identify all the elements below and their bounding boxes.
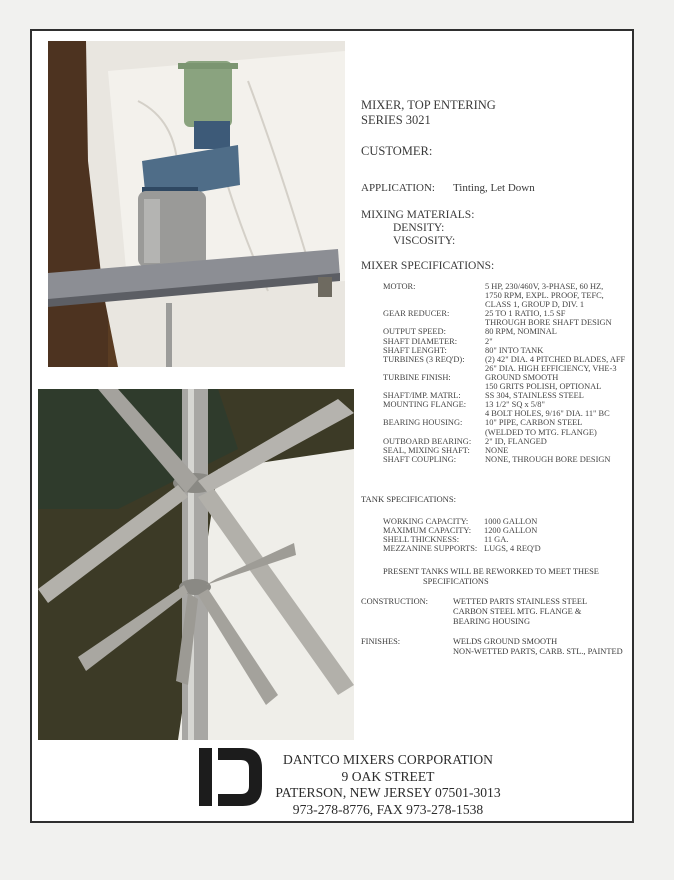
mixer-photo [48, 41, 345, 367]
spec-row [383, 355, 625, 364]
spec-row [383, 309, 625, 318]
spec-label: SEAL, MIXING SHAFT: [383, 445, 470, 455]
company-block [272, 752, 504, 818]
spec-row [383, 455, 625, 464]
spec-row [383, 391, 625, 400]
construction-label: CONSTRUCTION: [361, 597, 429, 606]
spec-label: SHAFT LENGHT: [383, 345, 447, 355]
finishes-line: NON-WETTED PARTS, CARB. STL., PAINTED [453, 647, 623, 656]
spec-label: TURBINES (3 REQ'D): [383, 354, 465, 364]
spec-label: SHAFT DIAMETER: [383, 336, 458, 346]
spec-value: 11 GA. [484, 535, 509, 545]
spec-row [383, 327, 625, 336]
company-street: 9 OAK STREET [341, 768, 435, 784]
spec-value: 80" INTO TANK [485, 345, 544, 355]
spec-value: 5 HP, 230/460V, 3-PHASE, 60 HZ, [485, 282, 604, 291]
construction-line: WETTED PARTS STAINLESS STEEL [453, 597, 588, 606]
spec-value: 2" [485, 336, 493, 346]
spec-value: 80 RPM, NOMINAL [485, 327, 557, 337]
spec-label: SHELL THICKNESS: [383, 535, 460, 545]
spec-row [383, 526, 541, 535]
spec-row [383, 337, 625, 346]
tank-specs-heading: TANK SPECIFICATIONS: [361, 494, 457, 504]
spec-row [383, 428, 625, 437]
spec-value: 1750 RPM, EXPL. PROOF, TEFC, [485, 291, 604, 301]
turbine-photo [38, 389, 354, 740]
construction-section [361, 597, 587, 627]
spec-value: LUGS, 4 REQ'D [484, 544, 541, 554]
company-name: DANTCO MIXERS CORPORATION [283, 752, 493, 767]
spec-value: 4 BOLT HOLES, 9/16" DIA. 11" BC [485, 409, 610, 419]
company-phone: 973-278-8776, FAX 973-278-1538 [292, 801, 484, 817]
spec-row [383, 291, 625, 300]
spec-value: 2" ID, FLANGED [485, 436, 547, 446]
spec-value: (WELDED TO MTG. FLANGE) [485, 427, 597, 437]
spec-label: OUTPUT SPEED: [383, 327, 446, 337]
finishes-line: WELDS GROUND SMOOTH [453, 637, 558, 646]
spec-label: GEAR REDUCER: [383, 309, 450, 319]
product-title [361, 98, 496, 128]
tank-specs-table [383, 517, 541, 553]
customer-label: CUSTOMER: [361, 144, 433, 158]
product-title-line1: MIXER, TOP ENTERING [361, 98, 496, 112]
construction-line: BEARING HOUSING [453, 617, 531, 626]
tank-note-line1: PRESENT TANKS WILL BE REWORKED TO MEET THESE [383, 567, 599, 576]
spec-row [383, 364, 625, 373]
tank-note-line2: SPECIFICATIONS [423, 577, 489, 586]
spec-value: 1200 GALLON [484, 526, 538, 536]
mixing-materials [361, 209, 474, 248]
spec-value: 150 GRITS POLISH, OPTIONAL [485, 382, 602, 392]
spec-row [383, 409, 625, 418]
spec-row [383, 544, 541, 553]
spec-row [383, 535, 541, 544]
spec-row [383, 382, 625, 391]
spec-row [383, 346, 625, 355]
density-label: DENSITY: [393, 222, 445, 234]
company-city: PATERSON, NEW JERSEY 07501-3013 [275, 785, 501, 801]
spec-row [383, 373, 625, 382]
construction-line: CARBON STEEL MTG. FLANGE & [453, 607, 582, 616]
spec-row [383, 300, 625, 309]
spec-label: MEZZANINE SUPPORTS: [383, 544, 478, 554]
application-row [361, 182, 535, 194]
application-label: APPLICATION: [361, 182, 435, 194]
spec-value: SS 304, STAINLESS STEEL [485, 391, 584, 401]
spec-value: GROUND SMOOTH [485, 372, 559, 382]
spec-value: 10" PIPE, CARBON STEEL [485, 418, 583, 428]
spec-label: MOUNTING FLANGE: [383, 400, 467, 410]
tank-note [383, 567, 599, 587]
spec-value: NONE, THROUGH BORE DESIGN [485, 454, 611, 464]
spec-label: WORKING CAPACITY: [383, 517, 469, 526]
spec-label: MOTOR: [383, 282, 416, 291]
spec-label: TURBINE FINISH: [383, 372, 451, 382]
mixing-materials-heading: MIXING MATERIALS: [361, 209, 475, 221]
spec-value: (2) 42" DIA. 4 PITCHED BLADES, AFF [485, 354, 626, 364]
spec-value: THROUGH BORE SHAFT DESIGN [485, 318, 612, 328]
spec-value: 1000 GALLON [484, 517, 538, 526]
spec-row [383, 517, 541, 526]
application-value: Tinting, Let Down [452, 182, 535, 194]
spec-row [383, 282, 625, 291]
viscosity-label: VISCOSITY: [393, 235, 456, 247]
finishes-section [361, 637, 623, 657]
spec-value: 26" DIA. HIGH EFFICIENCY, VHE-3 [485, 363, 617, 373]
spec-row [383, 446, 625, 455]
spec-value: CLASS 1, GROUP D, DIV. 1 [485, 300, 585, 310]
spec-label: OUTBOARD BEARING: [383, 436, 472, 446]
product-title-line2: SERIES 3021 [361, 113, 431, 127]
spec-row [383, 418, 625, 427]
spec-row [383, 400, 625, 409]
spec-row [383, 318, 625, 327]
spec-value: NONE [485, 445, 509, 455]
spec-label: SHAFT/IMP. MATRL: [383, 391, 461, 401]
mixer-specs-table [383, 282, 625, 464]
dantco-logo-icon [199, 748, 262, 806]
spec-value: 13 1/2" SQ x 5/8" [485, 400, 545, 410]
spec-label: SHAFT COUPLING: [383, 454, 457, 464]
mixer-specs-heading: MIXER SPECIFICATIONS: [361, 260, 495, 272]
finishes-label: FINISHES: [361, 637, 401, 646]
spec-label: BEARING HOUSING: [383, 418, 463, 428]
spec-label: MAXIMUM CAPACITY: [383, 526, 472, 536]
spec-value: 25 TO 1 RATIO, 1.5 SF [485, 309, 566, 319]
spec-row [383, 437, 625, 446]
